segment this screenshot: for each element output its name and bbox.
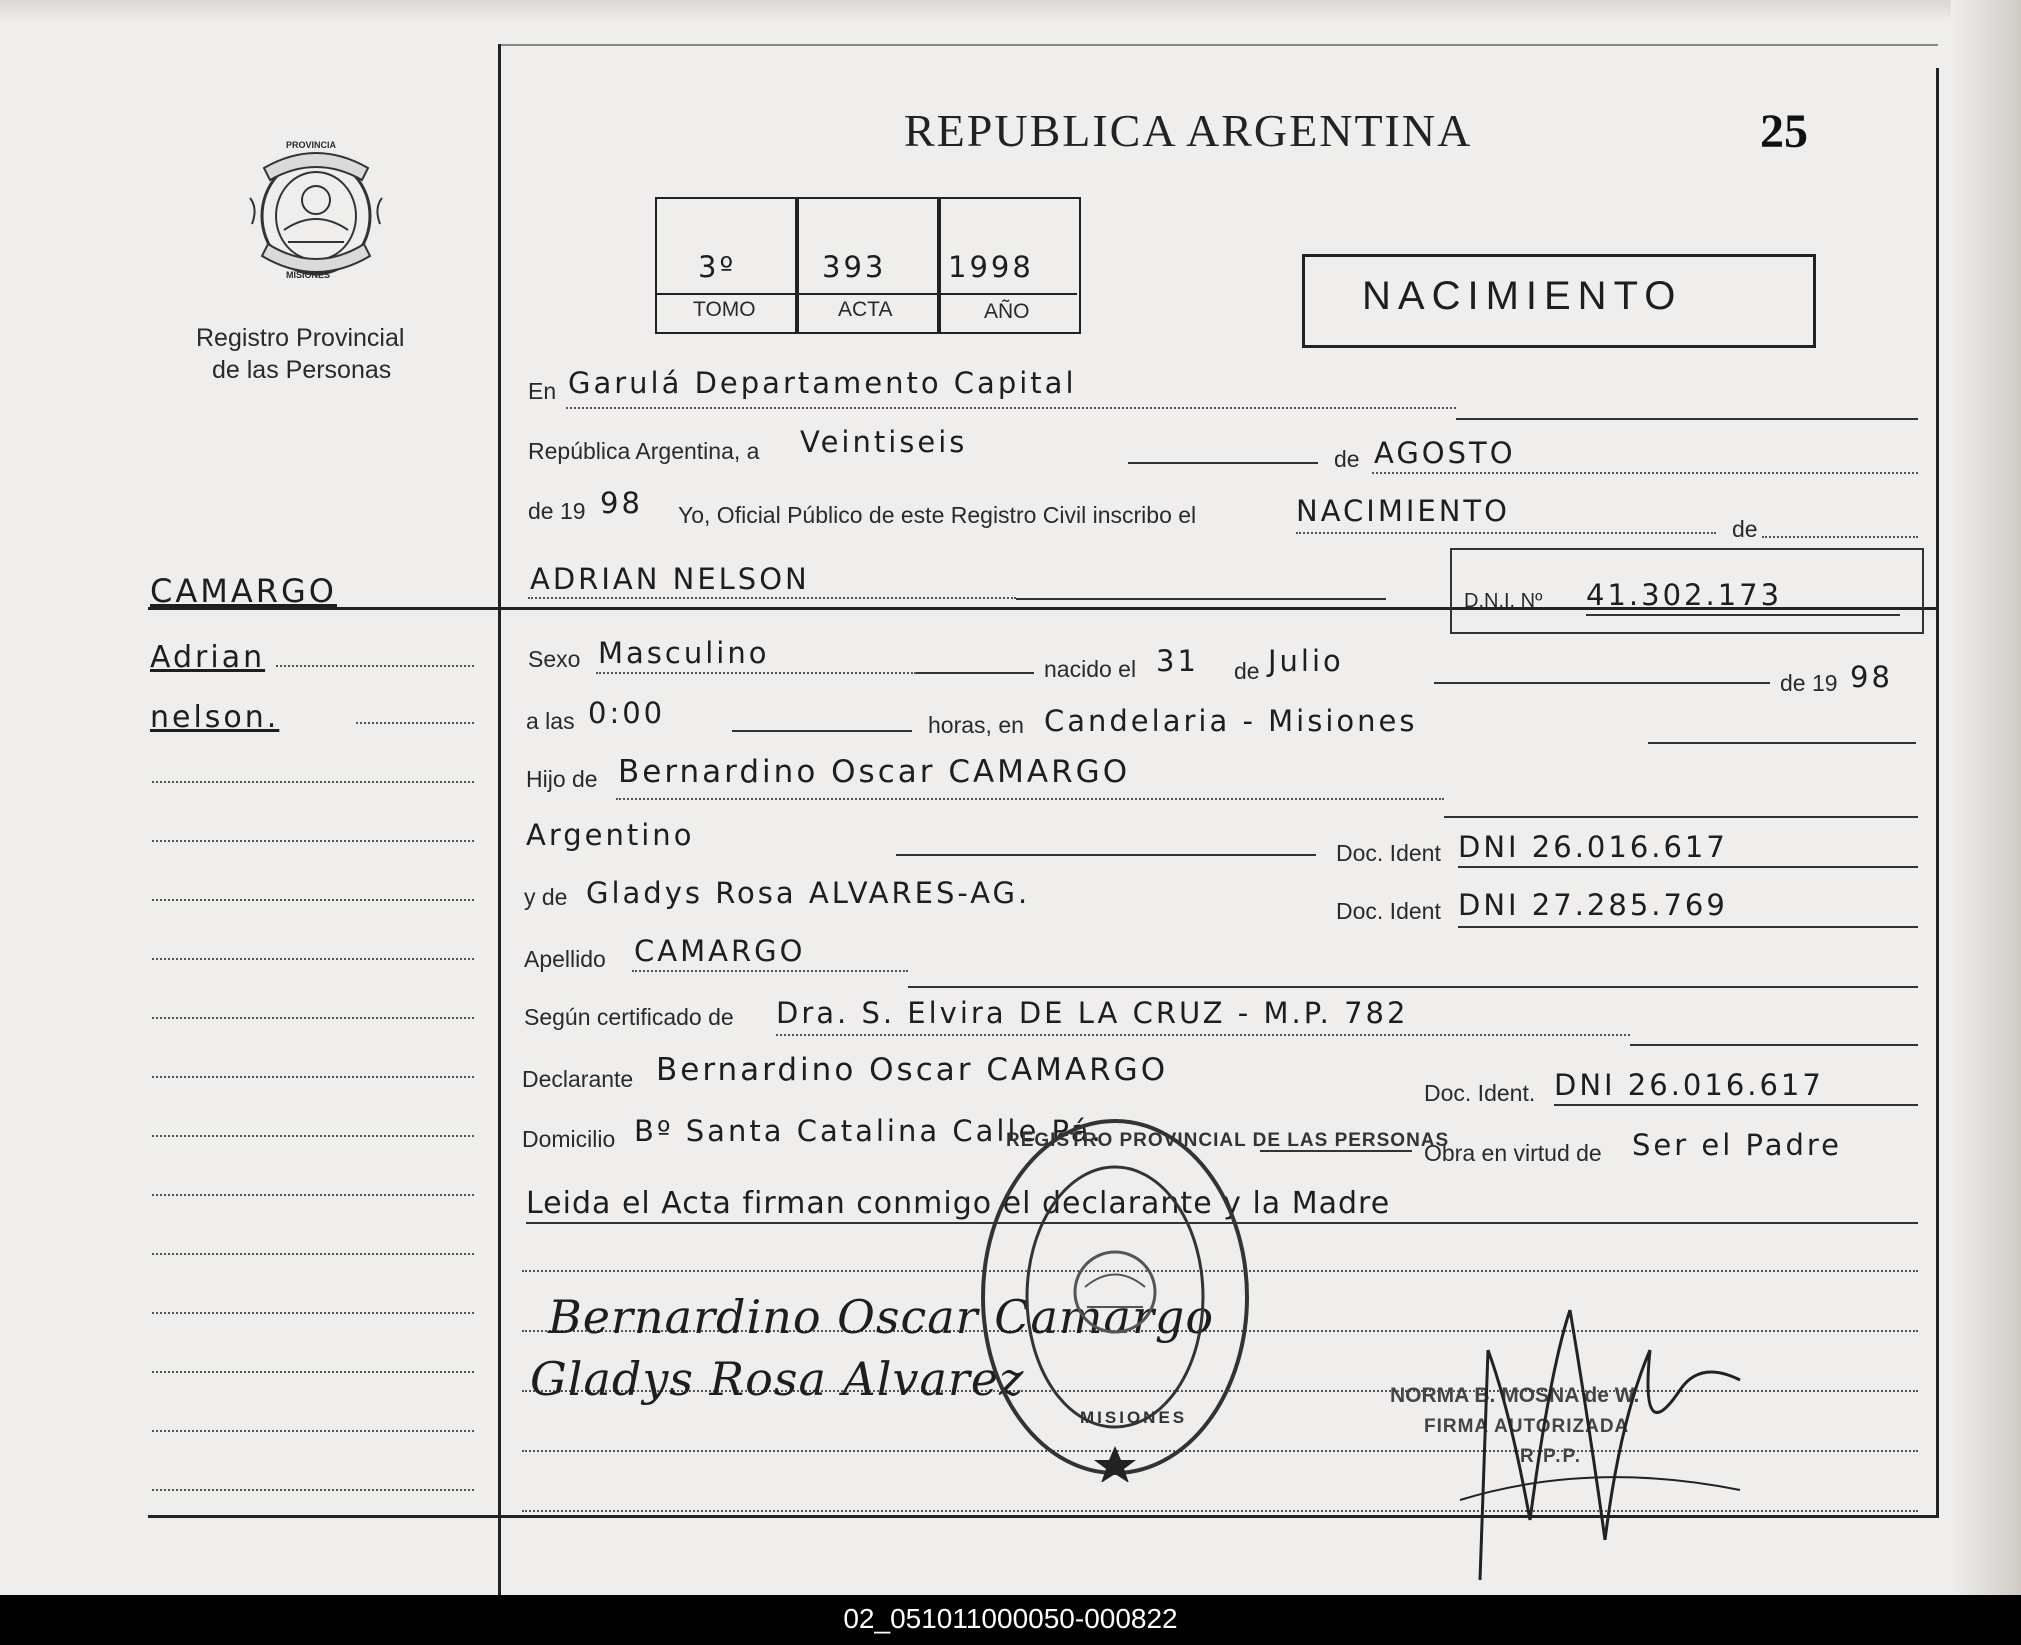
margin-line <box>152 1253 474 1255</box>
value-hora: 0:00 <box>588 696 666 730</box>
line-de-end <box>1762 536 1918 538</box>
margin-line <box>152 1371 474 1373</box>
line-certificado-end <box>1630 1044 1918 1046</box>
line-sexo-end <box>916 672 1034 674</box>
margin-surname: CAMARGO <box>150 572 337 610</box>
value-obra: Ser el Padre <box>1632 1128 1842 1162</box>
label-de19-nac: de 19 <box>1780 670 1838 696</box>
value-en: Garulá Departamento Capital <box>568 366 1077 400</box>
margin-line <box>356 722 474 724</box>
label-de-end: de <box>1732 516 1758 542</box>
signature-mother: Gladys Rosa Alvarez <box>530 1352 1025 1406</box>
seal-top-text: PROVINCIA <box>286 140 337 150</box>
line-lugar <box>1648 742 1916 744</box>
label-obra: Obra en virtud de <box>1424 1140 1602 1166</box>
acta-label: ACTA <box>838 298 893 321</box>
margin-line <box>276 665 474 667</box>
label-segun-certificado: Según certificado de <box>524 1004 734 1030</box>
line-en <box>566 407 1456 409</box>
label-de-nac: de <box>1234 658 1260 684</box>
margin-line <box>152 781 474 783</box>
margin-line <box>152 958 474 960</box>
margin-line <box>152 1430 474 1432</box>
top-frame-line <box>498 44 1938 46</box>
official-role: FIRMA AUTORIZADA <box>1424 1416 1630 1437</box>
label-declarante: Declarante <box>522 1066 634 1092</box>
anio-value: 1998 <box>948 250 1034 284</box>
line-en-end <box>1456 418 1918 420</box>
label-doc-ident-madre: Doc. Ident <box>1336 898 1441 924</box>
value-madre: Gladys Rosa ALVARES-AG. <box>586 876 1031 910</box>
value-padre-nacionalidad: Argentino <box>526 818 695 852</box>
value-dni: 41.302.173 <box>1586 578 1783 612</box>
margin-line <box>152 1076 474 1078</box>
value-acto: NACIMIENTO <box>1296 494 1510 528</box>
value-domicilio: Bº Santa Catalina Calle Pá. <box>634 1114 1104 1148</box>
page-top-edge <box>0 0 2021 22</box>
label-dni: D.N.I. Nº <box>1464 590 1543 612</box>
label-y-de: y de <box>524 884 568 910</box>
label-horas-en: horas, en <box>928 712 1024 738</box>
value-certificado: Dra. S. Elvira DE LA CRUZ - M.P. 782 <box>776 996 1409 1030</box>
line-nac-mes <box>1434 682 1770 684</box>
margin-line <box>152 1135 474 1137</box>
margin-line <box>152 840 474 842</box>
value-padre: Bernardino Oscar CAMARGO <box>618 754 1131 790</box>
line-apellido <box>632 970 908 972</box>
label-sexo: Sexo <box>528 646 581 672</box>
margin-line <box>152 899 474 901</box>
line-sexo <box>596 672 916 674</box>
tomo-value: 3º <box>698 250 737 284</box>
stamp-bottom-text: MISIONES <box>1080 1408 1188 1427</box>
record-type: NACIMIENTO <box>1362 274 1683 318</box>
label-doc-ident-padre: Doc. Ident <box>1336 840 1441 866</box>
line-padre-doc <box>1458 866 1918 868</box>
label-de-mes: de <box>1334 446 1360 472</box>
right-border <box>1936 68 1939 1518</box>
tomo-label: TOMO <box>693 298 756 321</box>
page-right-edge <box>1951 0 2021 1595</box>
value-anio: 98 <box>600 486 643 520</box>
value-leida-acta: Leida el Acta firman conmigo el declarante y la Madre <box>526 1186 1391 1221</box>
label-domicilio: Domicilio <box>522 1126 616 1152</box>
line-apellido-end <box>908 986 1918 988</box>
value-dia: Veintiseis <box>800 425 968 459</box>
left-column-divider <box>498 44 501 1595</box>
registry-name-line2: de las Personas <box>212 356 392 384</box>
value-apellido: CAMARGO <box>634 934 806 968</box>
value-declarante-doc: DNI 26.016.617 <box>1554 1068 1824 1102</box>
line-padre <box>616 798 1444 800</box>
label-alas: a las <box>526 708 575 734</box>
signature-father: Bernardino Oscar Camargo <box>548 1290 1215 1344</box>
value-nombre: ADRIAN NELSON <box>530 562 810 596</box>
margin-line <box>152 1017 474 1019</box>
margin-line <box>152 1194 474 1196</box>
official-signature-icon <box>1440 1290 1760 1590</box>
value-padre-doc: DNI 26.016.617 <box>1458 830 1728 864</box>
line-certificado <box>776 1034 1630 1036</box>
label-republica: República Argentina, a <box>528 438 760 464</box>
official-name: NORMA B. MOSNA de W. <box>1390 1384 1640 1407</box>
line-nombre-end <box>1016 598 1386 600</box>
label-en: En <box>528 378 557 404</box>
record-box-divider <box>657 293 1077 295</box>
value-mes: AGOSTO <box>1374 436 1516 470</box>
value-nac-mes: Julio <box>1268 644 1344 678</box>
label-apellido: Apellido <box>524 946 606 972</box>
label-nacido: nacido el <box>1044 656 1137 682</box>
value-sexo: Masculino <box>598 636 770 670</box>
margin-line <box>152 1312 474 1314</box>
official-org: R.P.P. <box>1520 1446 1583 1467</box>
line-mes <box>1372 472 1918 474</box>
line-nombre <box>528 597 1016 599</box>
registry-name-line1: Registro Provincial <box>196 324 405 352</box>
country-title: REPUBLICA ARGENTINA <box>904 105 1473 156</box>
value-declarante: Bernardino Oscar CAMARGO <box>656 1052 1169 1088</box>
label-hijo: Hijo de <box>526 766 598 792</box>
line-nacionalidad <box>896 854 1316 856</box>
provincial-seal-icon <box>244 138 388 290</box>
seal-bottom-text: MISIONES <box>286 270 331 280</box>
line-dia <box>1128 462 1318 464</box>
value-nac-dia: 31 <box>1156 644 1199 678</box>
value-lugar: Candelaria - Misiones <box>1044 704 1418 738</box>
image-id-bar <box>0 1595 2021 1645</box>
line-acto <box>1296 532 1716 534</box>
stamp-text: REGISTRO PROVINCIAL DE LAS PERSONAS <box>1006 1130 1450 1151</box>
line-declarante-doc <box>1554 1104 1918 1106</box>
label-yo-oficial: Yo, Oficial Público de este Registro Civil inscribo el <box>678 502 1197 528</box>
line-hora <box>732 730 912 732</box>
value-madre-doc: DNI 27.285.769 <box>1458 888 1728 922</box>
label-de19: de 19 <box>528 498 586 524</box>
label-doc-ident-declarante: Doc. Ident. <box>1424 1080 1536 1106</box>
margin-name-1: Adrian <box>150 640 266 675</box>
margin-line <box>152 1489 474 1491</box>
margin-name-2: nelson. <box>150 700 280 735</box>
line-padre-end <box>1444 816 1918 818</box>
line-madre-doc <box>1458 926 1918 928</box>
image-id: 02_051011000050-000822 <box>843 1603 1178 1634</box>
line-dni <box>1586 614 1900 616</box>
value-nac-anio: 98 <box>1850 660 1893 694</box>
acta-value: 393 <box>822 250 887 284</box>
anio-label: AÑO <box>984 300 1030 323</box>
page-number: 25 <box>1760 105 1808 158</box>
